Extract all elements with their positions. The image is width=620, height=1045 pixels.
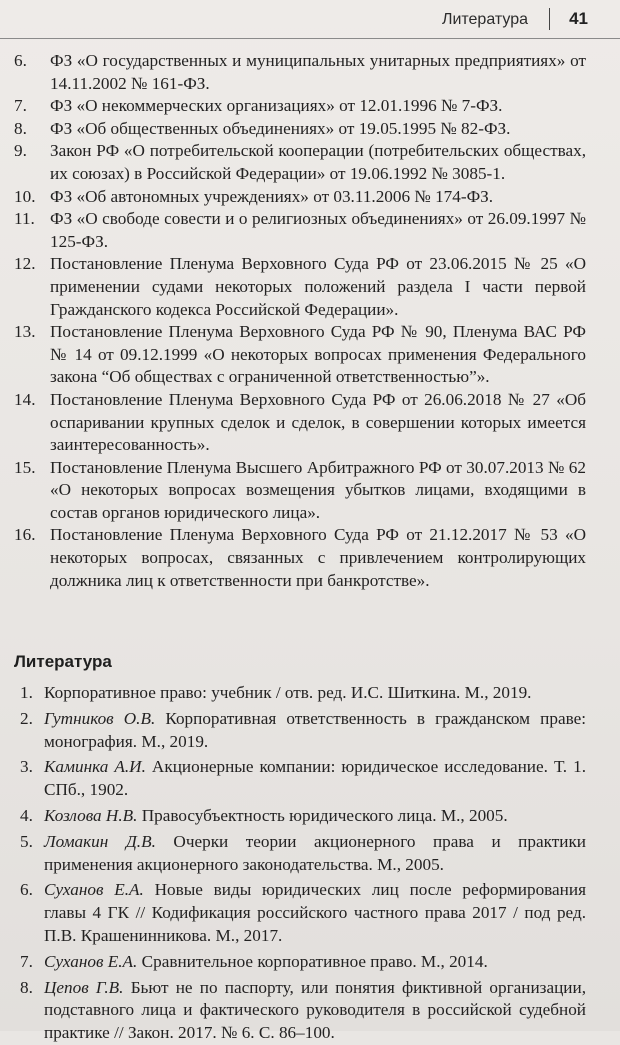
- list-item: [14, 118, 586, 141]
- item-author: Суханов Е.А.: [44, 951, 138, 971]
- item-number: 16.: [14, 525, 36, 545]
- list-item: [20, 756, 586, 802]
- item-author: Гутников О.В.: [44, 708, 156, 728]
- list-item: [14, 208, 586, 253]
- item-number: 1.: [20, 683, 33, 702]
- item-text: Постановление Пленума Верховного Суда РФ от 21.12.2017 № 53 «О некоторых вопросах, связанных с привлечением контролирующих должника лиц к ответственности при банкротстве».: [50, 525, 586, 590]
- list-item: [20, 831, 586, 877]
- item-number: 6.: [14, 51, 27, 70]
- list-item: [20, 951, 586, 974]
- list-item: [14, 389, 586, 457]
- list-item: [14, 253, 586, 321]
- item-text: ФЗ «О государственных и муниципальных унитарных предприятиях» от 14.11.2002 № 161-ФЗ.: [50, 51, 586, 93]
- item-text: Постановление Пленума Верховного Суда РФ № 90, Пленума ВАС РФ № 14 от 09.12.1999 «О некоторых вопросах применения Федерального закона “Об обществах с ограниченной ответственностью”».: [50, 322, 586, 387]
- item-text: Бьют не по паспорту, или понятия фиктивной организации, подставного лица и фактического руководителя в российской судебной практике // Закон. 2017. № 6. С. 86–100.: [44, 977, 586, 1043]
- item-text: Постановление Пленума Высшего Арбитражного РФ от 30.07.2013 № 62 «О некоторых вопросах возмещения убытков лицами, входящими в состав органов юридического лица».: [50, 457, 586, 522]
- list-item: [14, 95, 586, 118]
- item-number: 15.: [14, 457, 36, 477]
- list-item: [14, 140, 586, 185]
- running-title: Литература: [441, 11, 528, 28]
- item-number: 9.: [14, 141, 27, 161]
- item-text: Закон РФ «О потребительской кооперации (потребительских обществах, их союзах) в Российской Федерации» от 19.06.1992 № 3085-1.: [50, 141, 586, 183]
- item-number: 3.: [20, 757, 33, 777]
- item-text: Очерки теории акционерного права и практики применения акционерного законодательства. М., 2005.: [44, 831, 586, 874]
- item-number: 11.: [14, 209, 35, 229]
- item-text: Новые виды юридических лиц после реформирования главы 4 ГК // Кодификация российского частного права 2017 / под ред. П.В. Крашенинникова. М., 2017.: [44, 880, 586, 945]
- item-number: 10.: [14, 186, 36, 206]
- item-author: Козлова Н.В.: [44, 805, 138, 825]
- item-text: Постановление Пленума Верховного Суда РФ от 26.06.2018 № 27 «Об оспаривании крупных сделок и сделок, в совершении которых имеется заинтересованность».: [50, 389, 586, 455]
- item-number: 7.: [14, 96, 27, 116]
- page-number: 41: [569, 9, 588, 28]
- header-rule: [0, 38, 620, 39]
- item-number: 8.: [14, 118, 27, 138]
- legal-references-list: [14, 50, 586, 592]
- item-text: Сравнительное корпоративное право. М., 2014.: [137, 951, 488, 971]
- item-number: 8.: [20, 977, 33, 997]
- item-number: 12.: [14, 254, 36, 274]
- item-text: Корпоративное право: учебник / отв. ред. И.С. Шиткина. М., 2019.: [44, 683, 532, 702]
- item-author: Суханов Е.А.: [44, 880, 144, 900]
- list-item: [14, 321, 586, 389]
- item-text: ФЗ «О некоммерческих организациях» от 12.01.1996 № 7-ФЗ.: [50, 96, 503, 116]
- list-item: [20, 682, 586, 705]
- item-text: ФЗ «Об общественных объединениях» от 19.05.1995 № 82-ФЗ.: [50, 118, 511, 138]
- item-text: ФЗ «Об автономных учреждениях» от 03.11.2006 № 174-ФЗ.: [50, 186, 494, 206]
- header-separator: [549, 8, 550, 30]
- section-heading: Литература: [14, 652, 112, 671]
- item-text: ФЗ «О свободе совести и о религиозных объединениях» от 26.09.1997 № 125-ФЗ.: [50, 209, 586, 251]
- item-text: Постановление Пленума Верховного Суда РФ от 23.06.2015 № 25 «О применении судами некоторых положений раздела I части первой Гражданского кодекса Российской Федерации».: [50, 254, 586, 319]
- item-author: Цепов Г.В.: [44, 977, 124, 997]
- list-item: [14, 50, 586, 95]
- list-item: [20, 977, 586, 1045]
- item-number: 6.: [20, 880, 33, 900]
- literature-list: [20, 682, 586, 1045]
- list-item: [20, 708, 586, 754]
- list-item: [14, 524, 586, 592]
- item-number: 13.: [14, 322, 36, 342]
- list-item: [14, 186, 586, 209]
- item-author: Каминка А.И.: [44, 757, 146, 777]
- item-text: Корпоративная ответственность в гражданском праве: монография. М., 2019.: [44, 708, 586, 751]
- list-item: [20, 805, 586, 828]
- item-number: 5.: [20, 831, 33, 851]
- item-number: 4.: [20, 805, 33, 825]
- list-item: [14, 457, 586, 525]
- item-number: 7.: [20, 951, 33, 971]
- item-number: 14.: [14, 389, 36, 409]
- item-text: Акционерные компании: юридическое исследование. Т. 1. СПб., 1902.: [44, 757, 586, 800]
- running-header: [0, 0, 620, 40]
- item-author: Ломакин Д.В.: [44, 831, 156, 851]
- list-item: [20, 879, 586, 947]
- item-number: 2.: [20, 708, 33, 728]
- item-text: Правосубъектность юридического лица. М., 2005.: [137, 805, 508, 825]
